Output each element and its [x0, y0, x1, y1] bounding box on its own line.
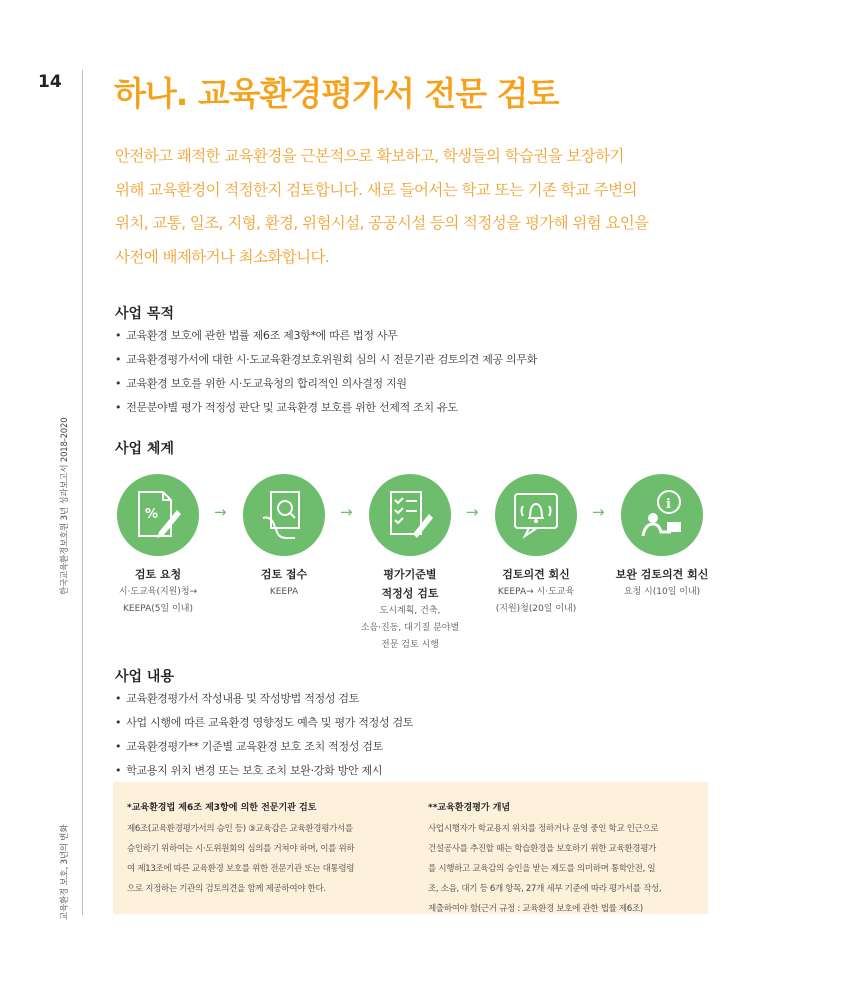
- step-desc-line: KEEPA(5일 이내): [123, 604, 193, 614]
- purpose-heading: 사업 목적: [115, 306, 174, 322]
- list-item: • 학교용지 위치 변경 또는 보호 조치 보완·강화 방안 제시: [115, 759, 413, 783]
- footnote-line: 사업시행자가 학교용지 위치를 정하거나 운영 중인 학교 인근으로: [428, 824, 659, 834]
- list-item: • 교육환경평가서에 대한 시·도교육환경보호위원회 심의 시 전문기관 검토의견 제공 의무화: [115, 348, 537, 372]
- step-circle: [117, 474, 199, 556]
- step-title: 보완 검토의견 회신: [615, 568, 709, 581]
- step-circle: [495, 474, 577, 556]
- footnote-line: 제6조(교육환경평가서의 승인 등) ③교육감은 교육환경평가서를: [127, 824, 353, 834]
- svg-text:i: i: [666, 497, 671, 512]
- step-title: 검토 요청: [134, 568, 182, 581]
- intro-line: 위치, 교통, 일조, 지형, 환경, 위험시설, 공공시설 등의 적정성을 평가해 위험 요인을: [115, 214, 649, 232]
- footnote-box: [113, 782, 708, 914]
- step-circle: [621, 474, 703, 556]
- list-item: • 전문분야별 평가 적정성 판단 및 교육환경 보호를 위한 선제적 조치 유도: [115, 396, 537, 420]
- footnote-title: **교육환경평가 개념: [428, 803, 511, 813]
- list-item: • 교육환경평가서 작성내용 및 작성방법 적정성 검토: [115, 687, 413, 711]
- footnote-line: 를 시행하고 교육감의 승인을 받는 제도를 의미하며 통학안전, 일: [428, 864, 656, 874]
- process-step-criteria-review: [345, 474, 475, 654]
- page-title: 하나. 교육환경평가서 전문 검토: [114, 74, 559, 113]
- step-circle: [243, 474, 325, 556]
- hand-document-search-icon: [259, 488, 309, 542]
- step-desc-line: 요청 시(10일 이내): [623, 587, 701, 597]
- arrow-right-icon: →: [466, 503, 479, 521]
- step-title: 검토 접수: [260, 568, 308, 581]
- arrow-right-icon: →: [592, 503, 605, 521]
- intro-line: 위해 교육환경이 적정한지 검토합니다. 새로 들어서는 학교 또는 기존 학교 주변의: [115, 180, 637, 199]
- list-item: • 교육환경평가** 기준별 교육환경 보호 조치 적정성 검토: [115, 735, 413, 759]
- step-desc-line: 전문 검토 시행: [381, 640, 439, 650]
- step-title: 평가기준별 적정성 검토: [381, 568, 439, 600]
- page-number: 14: [38, 72, 62, 92]
- step-circle: [369, 474, 451, 556]
- list-item: • 교육환경 보호를 위한 시·도교육청의 합리적인 의사결정 지원: [115, 372, 537, 396]
- arrow-right-icon: →: [340, 503, 353, 521]
- process-step-review-request: [93, 474, 223, 618]
- footnote-title: *교육환경법 제6조 제3항에 의한 전문기관 검토: [127, 803, 317, 813]
- margin-divider: [82, 70, 83, 915]
- footnote-line: 여 제13조에 따른 교육환경 보호를 위한 전문기관 또는 대통령령: [127, 864, 355, 874]
- step-desc-line: 소음·진동, 대기질 분야별: [360, 623, 460, 633]
- checklist-pen-icon: [385, 488, 435, 542]
- content-heading: 사업 내용: [115, 669, 174, 685]
- svg-text:%: %: [145, 507, 159, 522]
- process-step-opinion-reply: [471, 474, 601, 618]
- footnote-legal-basis: [127, 800, 354, 899]
- system-heading: 사업 체계: [115, 441, 174, 457]
- step-desc-line: 도시계획, 건축,: [379, 606, 441, 616]
- process-step-supplement-reply: [597, 474, 727, 601]
- intro-paragraph: [115, 140, 755, 274]
- step-desc-line: 시·도교육(지원)청→: [118, 587, 198, 597]
- info-person-icon: [637, 488, 687, 542]
- step-desc-line: KEEPA→ 시·도교육: [497, 587, 575, 597]
- purpose-list: [115, 324, 537, 420]
- footnote-concept: [428, 800, 661, 919]
- process-step-review-receipt: [219, 474, 349, 601]
- step-desc-line: (지원)청(20일 이내): [495, 604, 577, 614]
- side-running-title: 한국교육환경보호원 3년 성과보고서 2018-2020: [60, 417, 70, 595]
- list-item: • 사업 시행에 따른 교육환경 영향정도 예측 및 평가 적정성 검토: [115, 711, 413, 735]
- side-section-title: 교육환경 보호, 3년의 변화: [60, 824, 70, 920]
- footnote-line: 으로 지정하는 기관의 검토의견을 함께 제공하여야 한다.: [127, 884, 326, 894]
- footnote-line: 조, 소음, 대기 등 6개 항목, 27개 세부 기준에 따라 평가서를 작성,: [428, 884, 662, 894]
- step-desc-line: KEEPA: [269, 587, 299, 597]
- document-pen-icon: [133, 488, 183, 542]
- content-list: [115, 687, 413, 783]
- footnote-line: 건설공사를 추진할 때는 학습환경을 보호하기 위한 교육환경평가: [428, 844, 657, 854]
- list-item: • 교육환경 보호에 관한 법률 제6조 제3항*에 따른 법정 사무: [115, 324, 537, 348]
- footnote-line: 제출하여야 함(근거 규정 : 교육환경 보호에 관한 법률 제6조): [428, 904, 643, 914]
- intro-line: 사전에 배제하거나 최소화합니다.: [115, 247, 330, 266]
- step-title: 검토의견 회신: [502, 568, 570, 581]
- arrow-right-icon: →: [214, 503, 227, 521]
- alert-bell-icon: [511, 488, 561, 542]
- intro-line: 안전하고 쾌적한 교육환경을 근본적으로 확보하고, 학생들의 학습권을 보장하기: [115, 147, 624, 165]
- footnote-line: 승인하기 위하여는 시·도위원회의 심의를 거쳐야 하며, 이를 위하: [127, 844, 355, 854]
